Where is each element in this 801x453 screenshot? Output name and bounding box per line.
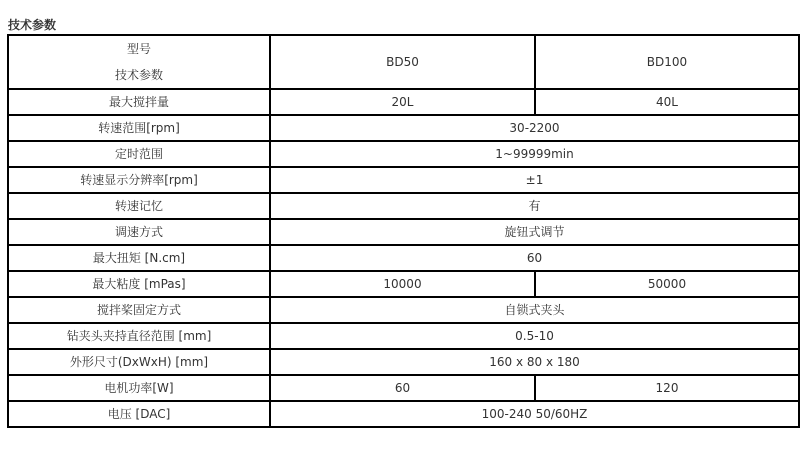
row-label: 转速显示分辨率[rpm] (8, 167, 270, 193)
table-row (8, 271, 799, 297)
row-value: 160 x 80 x 180 (270, 349, 799, 375)
table-row (8, 323, 799, 349)
row-value: 1~99999min (270, 141, 799, 167)
table-row (8, 115, 799, 141)
table-row (8, 89, 799, 115)
row-value: 120 (535, 375, 799, 401)
row-label: 转速范围[rpm] (8, 115, 270, 141)
row-label: 电机功率[W] (8, 375, 270, 401)
table-header-row (8, 35, 799, 89)
model-bd100: BD100 (535, 35, 799, 89)
row-value: 60 (270, 375, 535, 401)
row-value: 0.5-10 (270, 323, 799, 349)
row-value: 60 (270, 245, 799, 271)
row-value: 10000 (270, 271, 535, 297)
header-label-cell (8, 35, 270, 89)
row-value: 20L (270, 89, 535, 115)
table-row (8, 375, 799, 401)
row-label: 调速方式 (8, 219, 270, 245)
row-value: 旋钮式调节 (270, 219, 799, 245)
header-spec-label: 技术参数 (114, 68, 163, 82)
table-row (8, 219, 799, 245)
row-value: 自锁式夹头 (270, 297, 799, 323)
table-row (8, 141, 799, 167)
row-label: 最大粘度 [mPas] (8, 271, 270, 297)
header-model-label: 型号 (126, 42, 151, 56)
row-value: 40L (535, 89, 799, 115)
table-row (8, 349, 799, 375)
row-label: 外形尺寸(DxWxH) [mm] (8, 349, 270, 375)
row-label: 搅拌桨固定方式 (8, 297, 270, 323)
row-value: 有 (270, 193, 799, 219)
spec-table (7, 34, 800, 428)
row-value: 50000 (535, 271, 799, 297)
table-row (8, 297, 799, 323)
table-row (8, 193, 799, 219)
row-value: ±1 (270, 167, 799, 193)
section-title: 技术参数 (8, 18, 57, 32)
model-bd50: BD50 (270, 35, 535, 89)
table-row (8, 245, 799, 271)
table-row (8, 401, 799, 427)
row-label: 钻夹头夹持直径范围 [mm] (8, 323, 270, 349)
row-value: 100-240 50/60HZ (270, 401, 799, 427)
row-label: 最大扭矩 [N.cm] (8, 245, 270, 271)
table-row (8, 167, 799, 193)
row-value: 30-2200 (270, 115, 799, 141)
row-label: 电压 [DAC] (8, 401, 270, 427)
row-label: 最大搅拌量 (8, 89, 270, 115)
row-label: 定时范围 (8, 141, 270, 167)
row-label: 转速记忆 (8, 193, 270, 219)
